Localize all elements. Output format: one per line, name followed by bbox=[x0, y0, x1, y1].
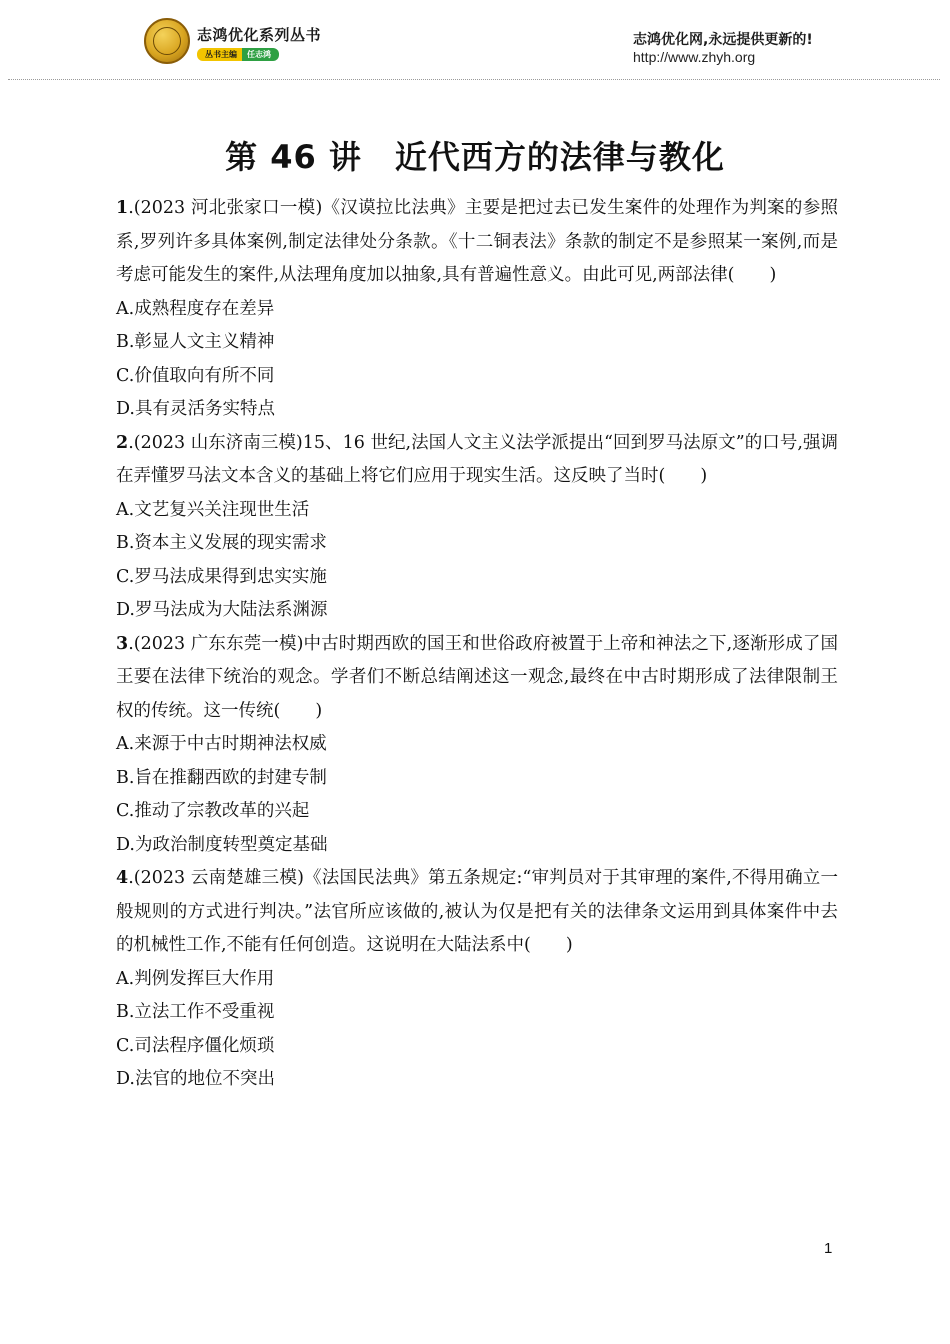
option-b: B.旨在推翻西欧的封建专制 bbox=[116, 767, 327, 788]
page-title: 第 46 讲 近代西方的法律与教化 bbox=[225, 138, 725, 176]
question-number: 4 bbox=[116, 868, 129, 888]
option-d: D.为政治制度转型奠定基础 bbox=[116, 834, 328, 855]
option-c: C.价值取向有所不同 bbox=[116, 365, 275, 386]
editor-badge bbox=[197, 48, 279, 61]
header-website[interactable]: http://www.zhyh.org bbox=[633, 49, 756, 65]
header-slogan: 志鸿优化网,永远提供更新的! bbox=[633, 32, 813, 48]
option-a: A.判例发挥巨大作用 bbox=[116, 968, 275, 989]
option-b: B.彰显人文主义精神 bbox=[116, 332, 275, 352]
question-stem bbox=[116, 427, 838, 494]
option-d: D.罗马法成为大陆法系渊源 bbox=[116, 600, 328, 620]
question-number: 3 bbox=[116, 633, 129, 654]
option-c: C.推动了宗教改革的兴起 bbox=[116, 801, 310, 821]
option-b: B.立法工作不受重视 bbox=[116, 1002, 275, 1022]
question-list bbox=[116, 192, 838, 1097]
option-a: A.成熟程度存在差异 bbox=[116, 298, 275, 319]
question-number: 1 bbox=[116, 198, 129, 218]
question-text: .(2023 广东东莞一模)中古时期西欧的国王和世俗政府被置于上帝和神法之下,逐渐形成了国王要在法律下统治的观念。学者们不断总结阐述这一观念,最终在中古时期形成了法律限制王权的传统。这一传统( ) bbox=[116, 633, 838, 721]
question-stem bbox=[116, 628, 838, 729]
header-divider bbox=[8, 79, 940, 80]
option-a: A.文艺复兴关注现世生活 bbox=[116, 499, 310, 520]
question-stem bbox=[116, 192, 838, 293]
question-2 bbox=[116, 427, 838, 628]
question-text: .(2023 云南楚雄三模)《法国民法典》第五条规定:“审判员对于其审理的案件,不得用确立一般规则的方式进行判决。”法官所应该做的,被认为仅是把有关的法律条文运用到具体案件中去的机械性工作,不能有任何创造。这说明在大陆法系中( ) bbox=[116, 868, 838, 955]
question-text: .(2023 山东济南三模)15、16 世纪,法国人文主义法学派提出“回到罗马法原文”的口号,强调在弄懂罗马法文本含义的基础上将它们应用于现实生活。这反映了当时( ) bbox=[116, 432, 838, 486]
series-logo-seal bbox=[144, 18, 190, 64]
option-d: D.具有灵活务实特点 bbox=[116, 399, 275, 419]
question-1 bbox=[116, 192, 838, 427]
option-b: B.资本主义发展的现实需求 bbox=[116, 533, 327, 553]
option-c: C.司法程序僵化烦琐 bbox=[116, 1035, 275, 1056]
option-d: D.法官的地位不突出 bbox=[116, 1069, 275, 1089]
question-number: 2 bbox=[116, 432, 129, 453]
page-header bbox=[0, 0, 950, 80]
editor-badge-name: 任志鸿 bbox=[242, 48, 279, 61]
option-c: C.罗马法成果得到忠实实施 bbox=[116, 566, 327, 587]
question-text: .(2023 河北张家口一模)《汉谟拉比法典》主要是把过去已发生案件的处理作为判案的参照系,罗列许多具体案例,制定法律处分条款。《十二铜表法》条款的制定不是参照某一案例,而是考虑可能发生的案件,从法理角度加以抽象,具有普遍性意义。由此可见,两部法律( ) bbox=[116, 198, 838, 285]
question-4 bbox=[116, 862, 838, 1097]
question-stem bbox=[116, 862, 838, 963]
page-number: 1 bbox=[824, 1240, 833, 1257]
editor-badge-label: 丛书主编 bbox=[197, 48, 242, 61]
question-3 bbox=[116, 628, 838, 863]
option-a: A.来源于中古时期神法权威 bbox=[116, 734, 327, 754]
series-title: 志鸿优化系列丛书 bbox=[197, 26, 322, 44]
